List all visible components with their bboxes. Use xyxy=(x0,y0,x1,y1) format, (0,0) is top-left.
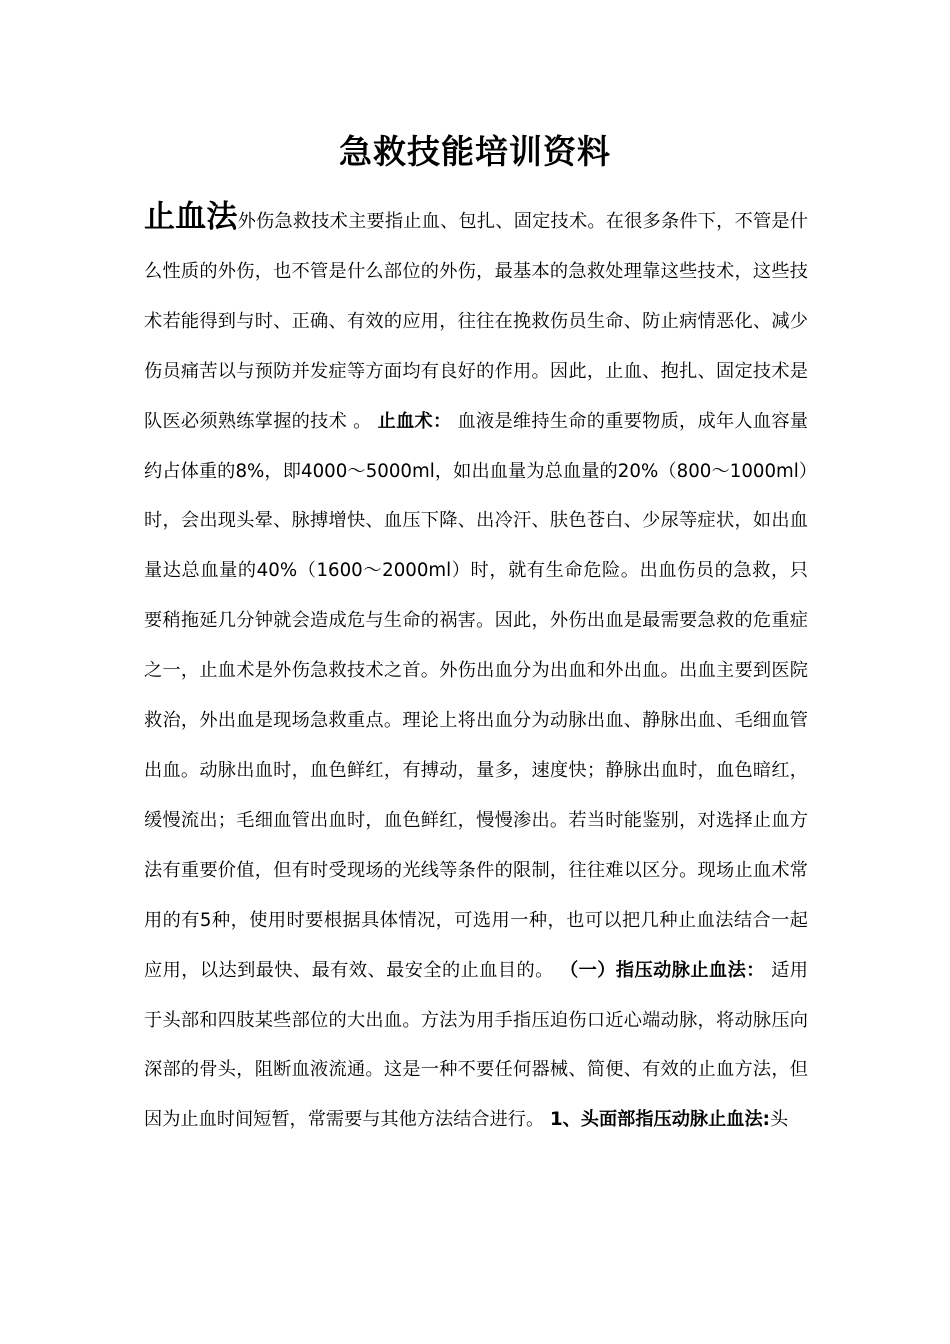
paragraph-hemostasis: 血液是维持生命的重要物质，成年人血容量约占体重的8%，即4000～5000ml，如出血量为总血量的20%（800～1000ml）时，会出现头晕、脉搏增快、血压下降、出冷汗、肤色苍白、少尿等症状，如出血量达总血量的40%（1600～2000ml）时，就有生命危险。出血伤员的急救，只要稍拖延几分钟就会造成危与生命的祸害。因此，外伤出血是最需要急救的危重症之一，止血术是外伤急救技术之首。外伤出血分为出血和外出血。出血主要到医院救治，外出血是现场急救重点。理论上将出血分为动脉出血、静脉出血、毛细血管出血。动脉出血时，血色鲜红，有搏动，量多，速度快；静脉出血时，血色暗红，缓慢流出；毛细血管出血时，血色鲜红，慢慢渗出。若当时能鉴别，对选择止血方法有重要价值，但有时受现场的光线等条件的限制，往往难以区分。现场止血术常用的有5种，使用时要根据具体情况，可选用一种，也可以把几种止血法结合一起应用，以达到最快、最有效、最安全的止血目的。 xyxy=(144,410,808,981)
subheading-finger-pressure: （一）指压动脉止血法： xyxy=(560,959,765,981)
paragraph-finger-pressure: 适用于头部和四肢某些部位的大出血。方法为用手指压迫伤口近心端动脉，将动脉压向深部的骨头，阻断血液流通。这是一种不要任何器械、简便、有效的止血方法，但因为止血时间短暂，常需要与其他方法结合进行。 xyxy=(144,959,808,1131)
paragraph-head-face: 头 xyxy=(769,1109,789,1131)
section-heading: 止血法 xyxy=(144,199,238,235)
subheading-hemostasis: 止血术： xyxy=(377,410,452,432)
document-title: 急救技能培训资料 xyxy=(339,132,611,171)
intro-text: 外伤急救技术主要指止血、包扎、固定技术。在很多条件下，不管是什么性质的外伤，也不管是什么部位的外伤，最基本的急救处理靠这些技术，这些技术若能得到与时、正确、有效的应用，往往在挽救伤员生命、防止病情恶化、减少伤员痛苦以与预防并发症等方面均有良好的作用。因此，止血、抱扎、固定技术是队医必须熟练掌握的技术 。 xyxy=(144,211,808,432)
subheading-head-face: 1、头面部指压动脉止血法: xyxy=(549,1109,770,1131)
document-body xyxy=(144,197,808,1145)
